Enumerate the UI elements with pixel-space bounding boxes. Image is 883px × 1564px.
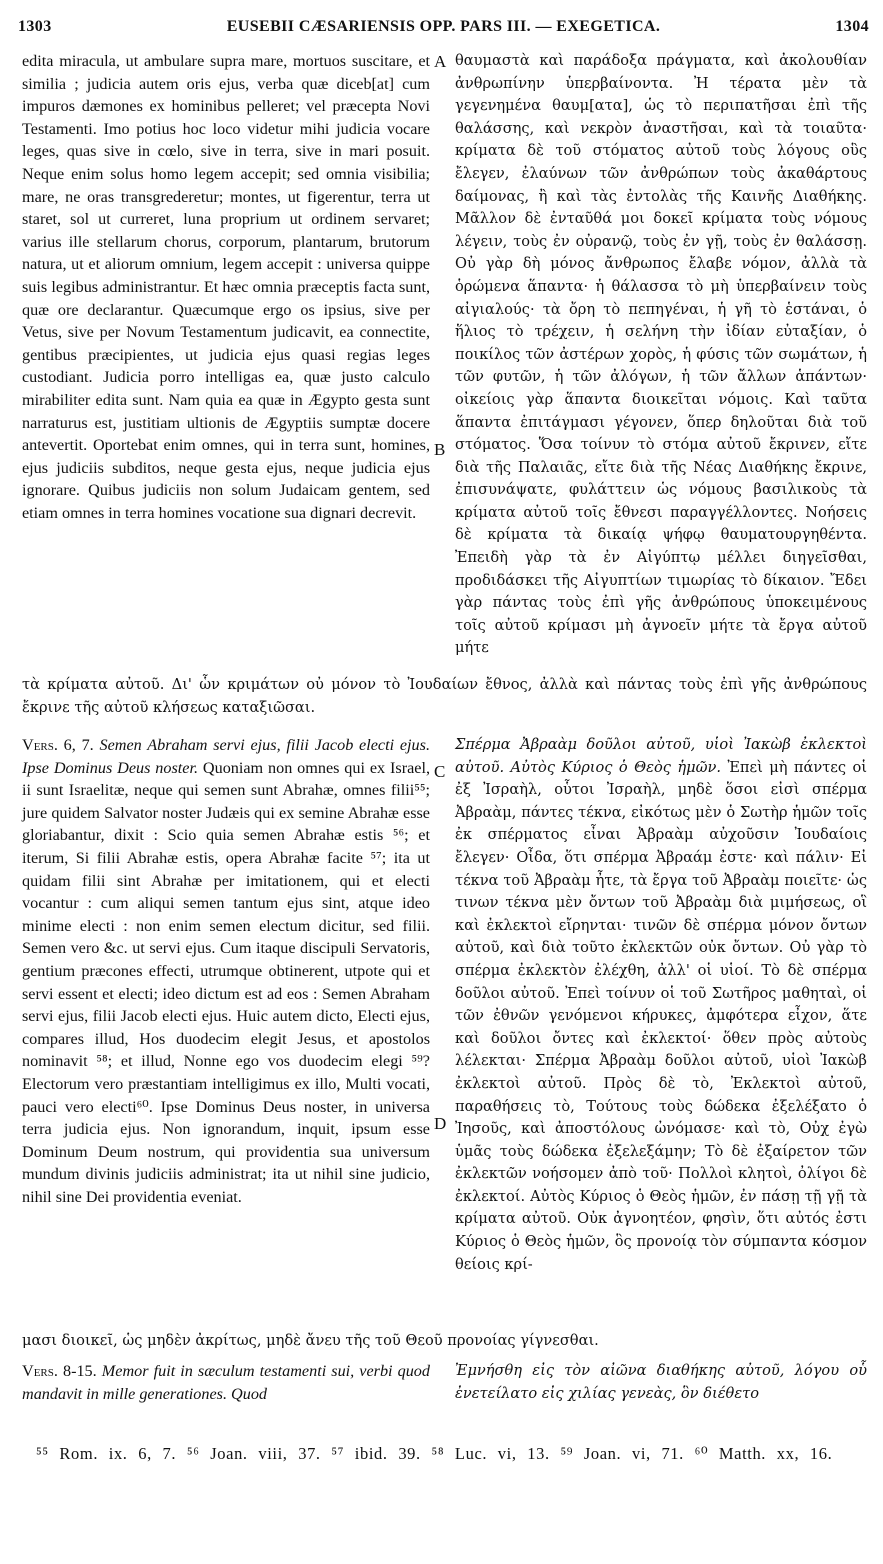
- latin-column-1: [22, 50, 430, 524]
- running-title: EUSEBII CÆSARIENSIS OPP. PARS III. — EXEGETICA.: [226, 18, 661, 35]
- margin-marker-a: A: [434, 52, 447, 71]
- greek-commentary: Ἐπεὶ μὴ πάντες οἱ ἐξ Ἰσραὴλ, οὗτοι Ἰσραὴλ, μηδὲ ὅσοι εἰσὶ σπέρμα Ἀβραὰμ, πάντες τέκνα, εἰκότως μὲν ὁ Σωτὴρ ἡμῶν τοῖς ἐκ σπέρματος εἶναι Ἀβραὰμ αὐχοῦσιν Ἰουδαίοις ἔλεγεν· Οἶδα, ὅτι σπέρμα Ἀβραάμ ἐστε· καὶ πάλιν· Εἰ τέκνα τοῦ Ἀβραὰμ ἦτε, τὰ ἔργα τοῦ Ἀβραὰμ ποιεῖτε· ὡς τινων τέκνα μὲν ὄντων τοῦ Ἀβραὰμ διὰ μιμήσεως, οἳ καὶ ἐκλεκτοὶ εἴρηνται· τινῶν δὲ σπέρμα μόνον ὄντων αὐτοῦ, καὶ διὰ τοῦτο ἐκλεκτῶν οὐκ ὄντων. Οὐ γὰρ τὸ σπέρμα ἐκλεκτὸν ἐλέχθη, ἀλλ' οἱ υἱοί. Τὸ δὲ σπέρμα δοῦλοι αὐτοῦ. Ἐπεὶ τοίνυν οἱ τοῦ Σωτῆρος μαθηταὶ, οἱ τῶν ἐθνῶν γενόμενοι κήρυκες, ἀμφότερα εἶχον, ἅτε καὶ δοῦλοι ὄντες καὶ ἐκλεκτοί· ὅθεν πρὸς αὐτοὺς λέλεκται· Σπέρμα Ἀβραὰμ δοῦλοι αὐτοῦ, υἱοὶ Ἰακὼβ ἐκλεκτοὶ αὐτοῦ. Πρὸς δὲ τὸ, Ἐκλεκτοὶ αὐτοῦ, παραθήσεις τὸ, Τούτους τοὺς δώδεκα ἐξελέξατο ὁ Ἰησοῦς, καὶ ἀποστόλους ὠνόμασε· καὶ τὸ, Οὐχ ἐγὼ ὑμᾶς τοὺς δώδεκα ἐξελεξάμην; Τὸ δὲ ἐξαίρετον τῶν ἐκλεκτῶν νοήσομεν ἀπὸ τοῦ· Πολλοὶ κλητοὶ, ὀλίγοι δὲ ἐκλεκτοί. Αὐτὸς Κύριος ὁ Θεὸς ἡμῶν, ἐν πάσῃ τῇ γῇ τὰ κρίματα αὐτοῦ. Οὐκ ἀγνοητέον, φησὶν, ὅτι αὐτός ἐστι Κύριος ὁ Θεὸς ἡμῶν, ὃς προνοίᾳ τὸν σύμπαντα κόσμον θείοις κρί-: [455, 758, 868, 1273]
- margin-marker-d: D: [434, 1114, 447, 1133]
- margin-marker-c: C: [434, 762, 446, 781]
- greek-continuation: τὰ κρίματα αὐτοῦ. Δι' ὧν κριμάτων οὐ μόνον τὸ Ἰουδαίων ἔθνος, ἀλλὰ καὶ πάντας τοὺς ἐπὶ γῆς ἀνθρώπους ἔκρινε τῆς αὐτοῦ κλήσεως καταξιῶσαι.: [22, 676, 867, 716]
- greek-continuation: μασι διοικεῖ, ὡς μηδὲν ἀκρίτως, μηδὲ ἄνευ τῆς τοῦ Θεοῦ προνοίας γίγνεσθαι.: [22, 1332, 599, 1349]
- running-header: [18, 18, 869, 44]
- greek-paragraph: θαυμαστὰ καὶ παράδοξα πράγματα, καὶ ἀκολουθίαν ἀνθρωπίνην ὑπερβαίνοντα. Ἠ τέρατα μὲν τὰ γεγενημένα θαυμ[ατα], ὡς τὸ περιπατῆσαι ἐπὶ τῆς θαλάσσης, καὶ νεκρὸν ἀναστῆσαι, καὶ τὰ τοιαῦτα· κρίματα δὲ τοῦ στόματος αὐτοῦ τοὺς λόγους οὓς ἔλεγεν, ἐλαύνων τῶν ἀνθρώπων τοὺς ἀκαθάρτους δαίμονας, ἢ καὶ τὰς ἐντολὰς τῆς Καινῆς Διαθήκης. Μᾶλλον δὲ ἐνταῦθά μοι δοκεῖ κρίματα τοὺς νόμους λέγειν, τοὺς ἐν οὐρανῷ, τοὺς ἐν γῇ, τοὺς ἐν θαλάσσῃ. Οὐ γὰρ δὴ μόνος ἄνθρωπος ἔλαβε νόμον, ἀλλὰ τὰ ὁρώμενα ἅπαντα· ἡ θάλασσα τὸ μὴ ὑπερβαίνειν τοὺς αἰγιαλούς· τὰ ὄρη τὸ πεπηγέναι, ἡ γῆ τὸ ἑστάναι, ὁ ἥλιος τὸ τρέχειν, ἡ σελήνη τὴν ἰδίαν εὐταξίαν, ὁ ποικίλος τῶν ἀστέρων χορὸς, ἡ φύσις τῶν σωμάτων, ἡ τῶν φυτῶν, ἡ τῶν ἀλόγων, ἡ τῶν ἄλλων ἁπάντων· οἰκείοις γὰρ ἅπαντα διοικεῖται νόμοις. Καὶ ταῦτα ἅπαντα ἐπιτάγμασι γέγονεν, ὅπερ δηλοῦται διὰ τοῦ στόματος. Ὅσα τοίνυν τὸ στόμα αὐτοῦ ἔκρινεν, εἴτε διὰ τῆς Παλαιᾶς, εἴτε διὰ τῆς Νέας Διαθήκης ἔκρινε, ἐπισυνάψατε, φυλάττειν ὡς νόμους βασιλικοὺς τὰ κρίματα αὐτοῦ τοῖς ἔθνεσι παραγγέλλοντες. Νοήσεις δὲ κρίματα τὰ δικαίᾳ ψήφῳ θαυματουργηθέντα. Ἐπειδὴ γὰρ τὰ ἐν Αἰγύπτῳ μέλλει διηγεῖσθαι, προδιδάσκει τῆς Αἰγυπτίων τιμωρίας τὸ δίκαιον. Ἔδει γὰρ πάντας τοὺς ἐπὶ γῆς ἀνθρώπους ὑποκειμένους τοῖς αὐτοῦ κρίμασι μὴ ἀγνοεῖν μήτε τὰ ἔργα αὐτοῦ μήτε: [455, 52, 867, 657]
- greek-column-1: [455, 50, 867, 660]
- latin-column-2: [22, 734, 430, 1208]
- greek-verse-paragraph: [455, 734, 867, 1276]
- verse-label: Vers. 8-15.: [22, 1362, 97, 1380]
- footnotes: ⁵⁵ Rom. ix. 6, 7. ⁵⁶ Joan. viii, 37. ⁵⁷ ibid. 39. ⁵⁸ Luc. vi, 13. ⁵⁹ Joan. vi, 71. ⁶⁰ Matth. xx, 16.: [36, 1444, 833, 1463]
- latin-column-3: [22, 1360, 430, 1405]
- latin-verse-paragraph: [22, 1360, 430, 1405]
- greek-column-2: [455, 734, 867, 1276]
- greek-fullwidth-2: [22, 1330, 867, 1353]
- latin-verse-paragraph: [22, 734, 430, 1208]
- greek-lemma: Ἐμνήσθη εἰς τὸν αἰῶνα διαθήκης αὐτοῦ, λόγου οὗ ἐνετείλατο εἰς χιλίας γενεὰς, ὃν διέθετο: [455, 1362, 867, 1402]
- right-page-number: 1304: [835, 18, 869, 35]
- left-page-number: 1303: [18, 18, 52, 35]
- greek-lemma: Σπέρμα Ἀβραὰμ δοῦλοι αὐτοῦ, υἱοὶ Ἰακὼβ ἐκλεκτοὶ αὐτοῦ. Αὐτὸς Κύριος ὁ Θεὸς ἡμῶν.: [455, 736, 867, 776]
- latin-paragraph: edita miracula, ut ambulare supra mare, mortuos suscitare, et similia ; judicia autem oris ejus, verba quæ diceb[at] cum impuros dæmones ex hominibus pelleret; vel præcepta Novi Testamenti. Imo potius hoc loco videtur mihi judicia vocare leges, quas sive in cœlo, sive in terra, sive in mari posuit. Neque enim solus homo legem accepit; sed omnia visibilia; mare, ne oras transgrederetur; montes, ut figerentur, terra ut staret, sol ut curreret, luna proprium ut ordinem servaret; varius ille stellarum chorus, corporum, plantarum, brutorum natura, ut et aliorum omnium, legem accepit : universa quippe suis legibus administrantur. Et hæc omnia præceptis facta sunt, quæ ore declarantur. Quæcumque ergo os ipsius, sive per Vetus, sive per Novum Testamentum judicavit, ea connectite, gentibus præcipientes, ut judicia ejus quasi regias leges custodiant. Judicia porro intelligas ea, quæ justo calculo mirabiliter edita sunt. Nam quia ea quæ in Ægypto gesta sunt narraturus est, justitiam ultionis de Ægyptiis sumptæ docere antevertit. Oportebat enim omnes, qui in terra sunt, homines, ejus judiciis subditos, neque gesta ejus, neque judicia ejus ignorare. Quibus judiciis non solum Judaicam gentem, sed etiam omnes in terra homines vocatione sua dignari decrevit.: [22, 52, 430, 522]
- latin-lemma: Semen Abraham servi ejus, filii Jacob electi ejus. Ipse Dominus Deus noster.: [22, 736, 430, 777]
- latin-lemma: Memor fuit in sæculum testamenti sui, verbi quod mandavit in mille generationes. Quod: [22, 1362, 430, 1403]
- verse-label: Vers. 6, 7.: [22, 736, 94, 754]
- greek-fullwidth-1: [22, 674, 867, 719]
- margin-marker-b: B: [434, 440, 446, 459]
- greek-column-3: [455, 1360, 867, 1405]
- greek-verse-paragraph: [455, 1360, 867, 1405]
- latin-commentary: Quoniam non omnes qui ex Israel, ii sunt Israelitæ, neque qui semen sunt Abrahæ, omnes filii⁵⁵; jure quidem Salvator noster Judæis qui ex semine Abrahæ esse gloriabantur, dixit : Scio quia semen Abrahæ estis ⁵⁶; et iterum, Si filii Abrahæ estis, opera Abrahæ facite ⁵⁷; ita ut quidam filii sint Abrahæ per imitationem, qui et electi vocantur : cum aliqui semen tantum ejus sint, atque ideo minime electi : non enim semen electum dicitur, sed filii. Semen vero &c. ut servi ejus. Cum itaque discipuli Servatoris, gentium præcones effecti, utrumque obtinerent, utpote qui et servi essent et electi; ideo dictum est ad eos : Semen Abraham servi ejus, filii Jacob electi ejus. Huic autem dicto, Electi ejus, compares illud, Hos duodecim elegit Jesus, et apostolos nominavit ⁵⁸; et illud, Nonne ego vos duodecim elegi ⁵⁹? Electorum vero præstantiam intelligimus ex illo, Multi vocati, pauci vero electi⁶⁰. Ipse Dominus Deus noster, in universa terra judicia ejus. Non ignorandum, inquit, ipsum esse Dominum Deum nostrum, qui providentia sua universum mundum divinis judiciis administrat; ita ut nihil sine judicio, nihil sine Dei providentia eveniat.: [22, 758, 431, 1206]
